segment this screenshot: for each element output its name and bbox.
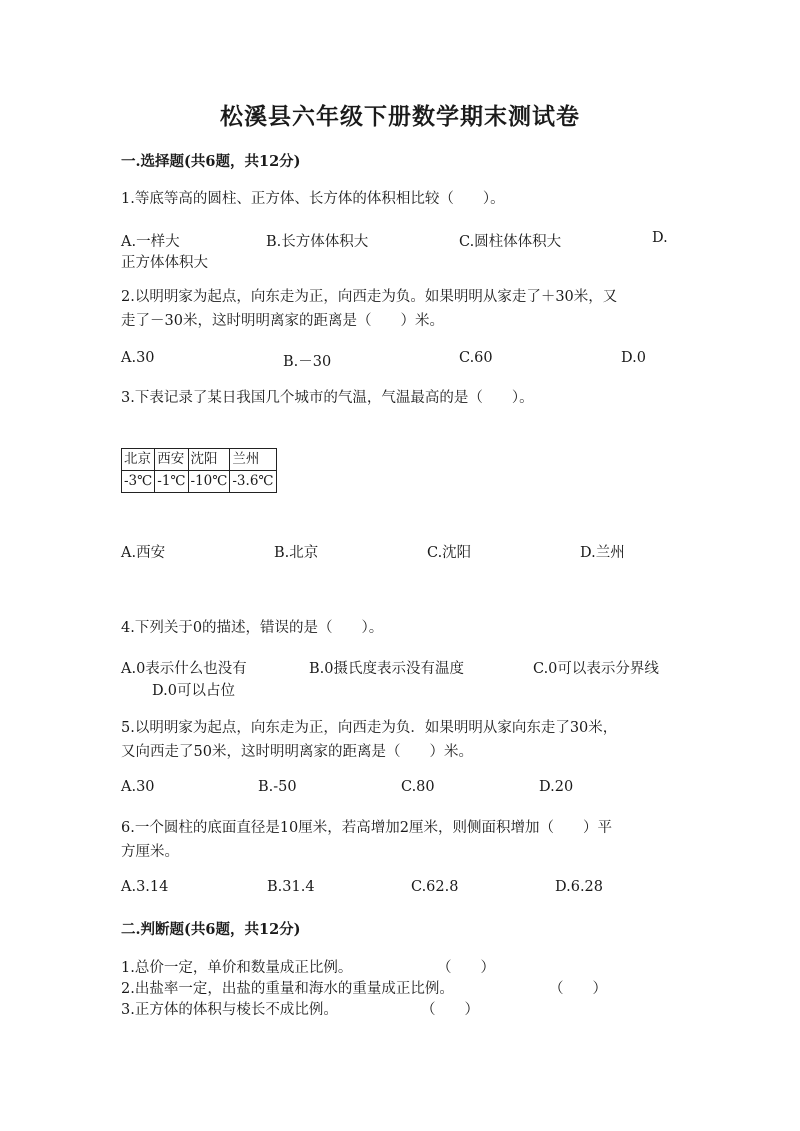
- section-heading-judgment: 二.判断题(共6题，共12分): [121, 921, 301, 938]
- q1-option-d: D.: [652, 230, 668, 246]
- q4-option-b: B.0摄氏度表示没有温度: [309, 661, 464, 677]
- q2-option-b: B.－30: [283, 354, 332, 370]
- q3-option-b: B.北京: [274, 545, 319, 561]
- table-cell-city: 沈阳: [188, 449, 230, 471]
- q4-option-d: D.0可以占位: [152, 683, 235, 699]
- table-cell-city: 兰州: [230, 449, 276, 471]
- question-6-line-2: 方厘米。: [121, 844, 179, 860]
- temperature-table: [121, 448, 277, 493]
- question-1: 1.等底等高的圆柱、正方体、长方体的体积相比较（ ）。: [121, 191, 505, 207]
- question-4: 4.下列关于0的描述，错误的是（ ）。: [121, 620, 384, 636]
- table-cell-temp: -3.6℃: [230, 471, 276, 493]
- question-5-line-2: 又向西走了50米，这时明明离家的距离是（ ）米。: [121, 744, 473, 760]
- question-5-line-1: 5.以明明家为起点，向东走为正，向西走为负．如果明明从家向东走了30米，: [121, 720, 618, 736]
- table-row: [122, 471, 277, 493]
- table-cell-temp: -10℃: [188, 471, 230, 493]
- question-2-line-1: 2.以明明家为起点，向东走为正，向西走为负。如果明明从家走了＋30米，又: [121, 289, 618, 305]
- question-2-line-2: 走了－30米，这时明明离家的距离是（ ）米。: [121, 313, 444, 329]
- q1-option-b: B.长方体体积大: [266, 234, 369, 250]
- q6-option-b: B.31.4: [267, 879, 315, 895]
- table-header-row: [122, 449, 277, 471]
- judgment-blank-1: （ ）: [437, 960, 495, 976]
- q5-option-b: B.-50: [258, 779, 297, 795]
- section-heading-choice: 一.选择题(共6题，共12分): [121, 153, 301, 170]
- q1-option-c: C.圆柱体体积大: [459, 234, 562, 250]
- q3-option-a: A.西安: [121, 545, 166, 561]
- table-cell-temp: -1℃: [155, 471, 188, 493]
- judgment-blank-3: （ ）: [421, 1002, 479, 1018]
- q5-option-c: C.80: [401, 779, 435, 795]
- table-cell-city: 北京: [122, 449, 155, 471]
- q2-option-c: C.60: [459, 350, 493, 366]
- question-6-line-1: 6.一个圆柱的底面直径是10厘米，若高增加2厘米，则侧面积增加（ ）平: [121, 820, 613, 836]
- q1-option-a: A.一样大: [121, 234, 180, 250]
- q2-option-d: D.0: [621, 350, 646, 366]
- judgment-item-1: 1.总价一定，单价和数量成正比例。: [121, 960, 353, 976]
- judgment-item-3: 3.正方体的体积与棱长不成比例。: [121, 1002, 338, 1018]
- judgment-blank-2: （ ）: [549, 981, 607, 997]
- page-title: 松溪县六年级下册数学期末测试卷: [220, 103, 580, 130]
- q3-option-d: D.兰州: [580, 545, 625, 561]
- q4-option-a: A.0表示什么也没有: [121, 661, 247, 677]
- question-3: 3.下表记录了某日我国几个城市的气温，气温最高的是（ ）。: [121, 390, 534, 406]
- q2-option-a: A.30: [121, 350, 155, 366]
- judgment-item-2: 2.出盐率一定，出盐的重量和海水的重量成正比例。: [121, 981, 454, 997]
- q5-option-d: D.20: [539, 779, 574, 795]
- q3-option-c: C.沈阳: [427, 545, 472, 561]
- q6-option-d: D.6.28: [555, 879, 604, 895]
- q6-option-c: C.62.8: [411, 879, 459, 895]
- table-cell-city: 西安: [155, 449, 188, 471]
- q6-option-a: A.3.14: [121, 879, 169, 895]
- q5-option-a: A.30: [121, 779, 155, 795]
- q4-option-c: C.0可以表示分界线: [533, 661, 659, 677]
- table-cell-temp: -3℃: [122, 471, 155, 493]
- q1-option-d-text: 正方体体积大: [121, 255, 208, 271]
